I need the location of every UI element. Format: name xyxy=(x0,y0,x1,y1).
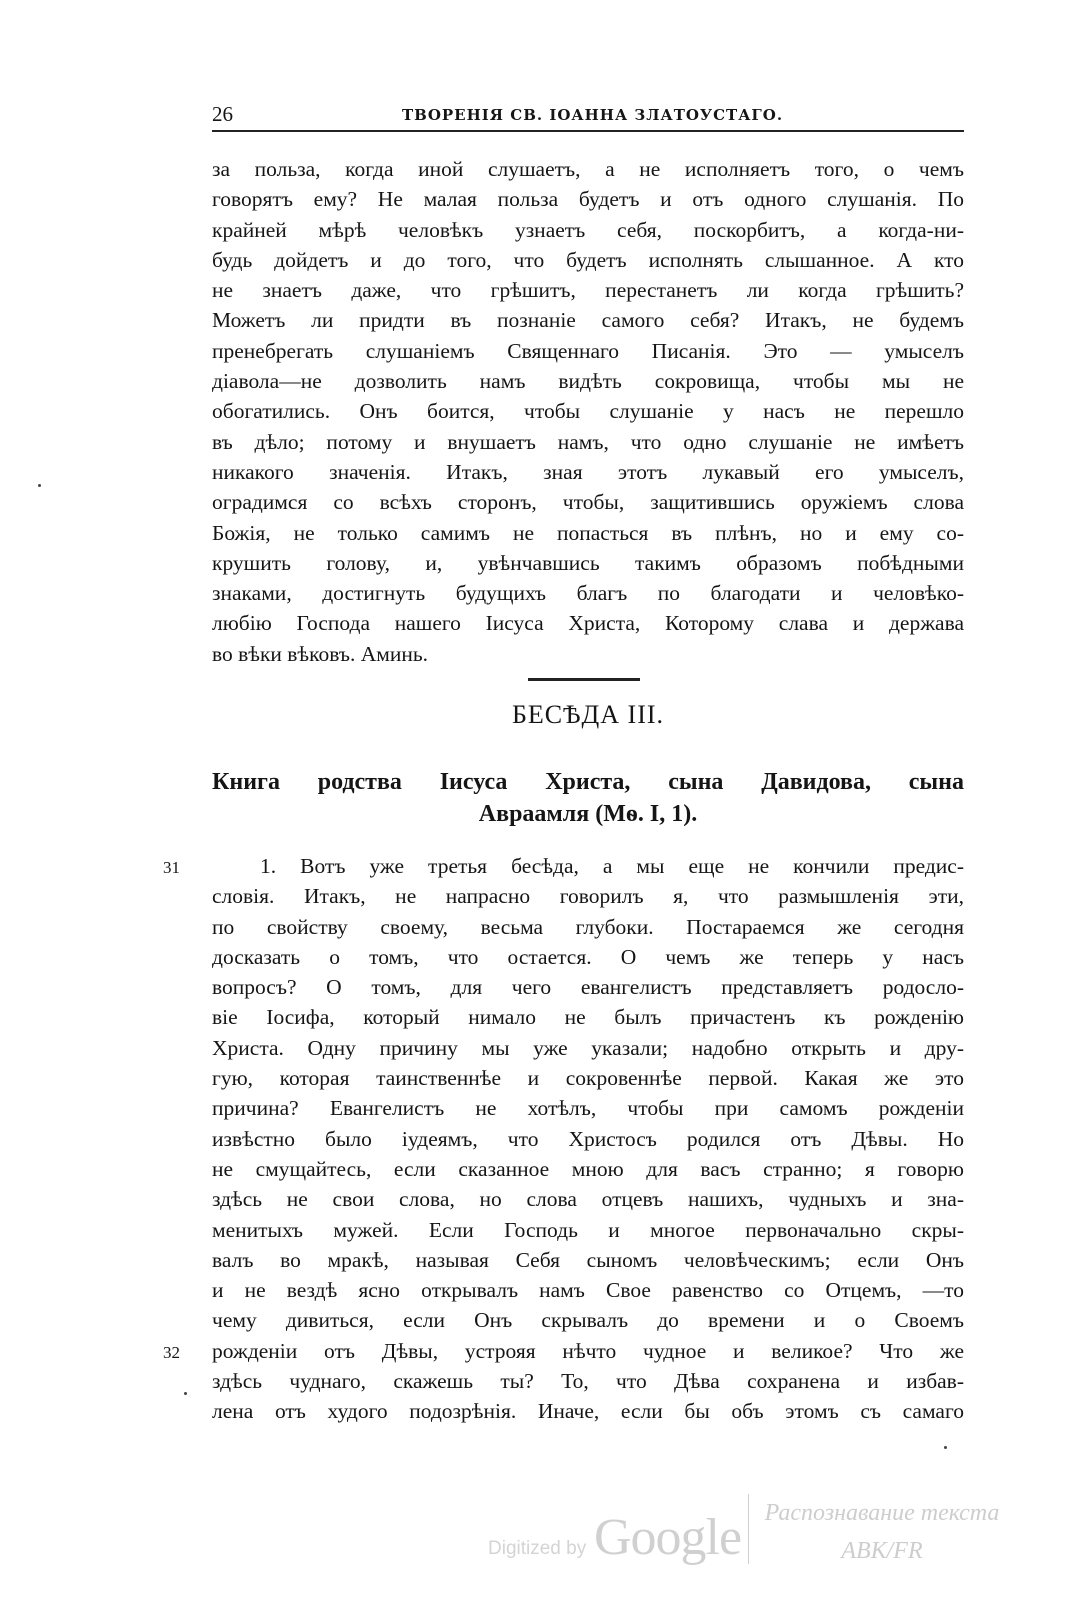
text-line: гую, которая таинственнѣе и сокровеннѣе первой. Какая же это xyxy=(212,1066,964,1091)
recognition-credit: АВК/FR xyxy=(841,1538,923,1564)
text-line: оградимся со всѣхъ сторонъ, чтобы, защитившись оружіемъ слова xyxy=(212,490,964,515)
margin-number: 31 xyxy=(163,858,180,877)
scan-speck xyxy=(38,484,41,487)
text-line: будь дойдетъ и до того, что будетъ исполнять слышанное. А кто xyxy=(212,247,964,272)
text-line: словія. Итакъ, не напрасно говорилъ я, что размышленія эти, xyxy=(212,884,964,909)
running-head xyxy=(212,100,964,128)
text-line: лена отъ худого подозрѣнія. Иначе, если бы объ этомъ съ самаго xyxy=(212,1399,964,1424)
scan-speck xyxy=(944,1446,947,1449)
top-text-block xyxy=(212,154,964,669)
header-rule xyxy=(212,130,964,132)
text-line: Можетъ ли придти въ познаніе самого себя? Итакъ, не будемъ xyxy=(212,308,964,333)
text-line: во вѣки вѣковъ. Аминь. xyxy=(212,641,429,666)
running-title: ТВОРЕНІЯ СВ. ІОАННА ЗЛАТОУСТАГО. xyxy=(402,106,784,124)
recognition-stamp xyxy=(752,1494,1012,1570)
text-line: Христа. Одну причину мы уже указали; надобно открыть и дру- xyxy=(212,1035,964,1060)
text-line: по свойству своему, весьма глубоки. Постараемся же сегодня xyxy=(212,914,964,939)
text-line: Божія, не только самимъ не попасться въ плѣнъ, но и ему со- xyxy=(212,520,964,545)
subheading-line: Книга родства Іисуса Христа, сына Давидова, сына xyxy=(212,769,964,795)
margin-number: 32 xyxy=(163,1343,180,1362)
text-line: не знаетъ даже, что грѣшитъ, перестанетъ ли когда грѣшить? xyxy=(212,278,964,303)
text-line: извѣстно было іудеямъ, что Христосъ родился отъ Дѣвы. Но xyxy=(212,1126,964,1151)
subheading-line: Авраамля (Мѳ. I, 1). xyxy=(478,801,698,827)
page-number: 26 xyxy=(212,102,233,126)
text-line: здѣсь чуднаго, скажешь ты? То, что Дѣва сохранена и избав- xyxy=(212,1369,964,1394)
text-line: валъ во мракѣ, называя Себя сыномъ человѣческимъ; если Онъ xyxy=(212,1247,964,1272)
text-line: пренебрегать слушаніемъ Священнаго Писанія. Это — умыселъ xyxy=(212,338,964,363)
text-line: діавола—не дозволить намъ видѣть сокровища, чтобы мы не xyxy=(212,369,964,394)
text-line: въ дѣло; потому и внушаетъ намъ, что одно слушаніе не имѣетъ xyxy=(212,429,964,454)
section-heading: БЕСѢДА III. xyxy=(511,700,665,729)
text-line: досказать о томъ, что остается. О чемъ же теперь у насъ xyxy=(212,944,964,969)
text-line: крайней мѣрѣ человѣкъ узнаетъ себя, поскорбитъ, а когда-ни- xyxy=(212,217,964,242)
text-line: за польза, когда иной слушаетъ, а не исполняетъ того, о чемъ xyxy=(212,157,964,181)
footer-divider xyxy=(748,1494,749,1564)
bottom-text-block xyxy=(212,851,964,1427)
text-line: 1. Вотъ уже третья бесѣда, а мы еще не кончили предис- xyxy=(260,854,964,878)
text-line: знаками, достигнуть будущихъ благъ по благодати и человѣко- xyxy=(212,581,964,606)
text-line: менитыхъ мужей. Если Господь и многое первоначально скры- xyxy=(212,1217,964,1242)
text-line: и не вездѣ ясно открывалъ намъ Свое равенство со Отцемъ, —то xyxy=(212,1278,964,1303)
text-line: говорятъ ему? Не малая польза будетъ и отъ одного слушанія. По xyxy=(212,187,964,212)
text-line: крушить голову, и, увѣнчавшись такимъ образомъ побѣдными xyxy=(212,550,964,575)
recognition-line: Распознавание текста xyxy=(764,1500,1000,1526)
digitized-by-label: Digitized by xyxy=(488,1538,587,1559)
text-line: вопросъ? О томъ, для чего евангелистъ представляетъ родосло- xyxy=(212,975,964,1000)
text-line: віе Іосифа, который нимало не былъ причастенъ къ рожденію xyxy=(212,1005,964,1030)
text-line: не смущайтесь, если сказанное мною для васъ странно; я говорю xyxy=(212,1156,964,1181)
section-subheading xyxy=(212,766,964,830)
text-line: обогатились. Онъ боится, чтобы слушаніе у насъ не перешло xyxy=(212,399,964,424)
text-line: причина? Евангелистъ не хотѣлъ, чтобы при самомъ рожденіи xyxy=(212,1096,964,1121)
text-line: рожденіи отъ Дѣвы, устрояя нѣчто чудное и великое? Что же xyxy=(212,1338,964,1363)
section-separator xyxy=(528,678,640,681)
text-line: любію Господа нашего Іисуса Христа, Которому слава и держава xyxy=(212,611,964,636)
text-line: чему дивиться, если Онъ скрывалъ до времени и о Своемъ xyxy=(212,1308,964,1333)
google-logo: Google xyxy=(594,1509,742,1566)
text-line: здѣсь не свои слова, но слова отцевъ нашихъ, чудныхъ и зна- xyxy=(212,1187,964,1212)
scan-speck xyxy=(184,1392,187,1395)
text-line: никакого значенія. Итакъ, зная этотъ лукавый его умыселъ, xyxy=(212,459,964,484)
